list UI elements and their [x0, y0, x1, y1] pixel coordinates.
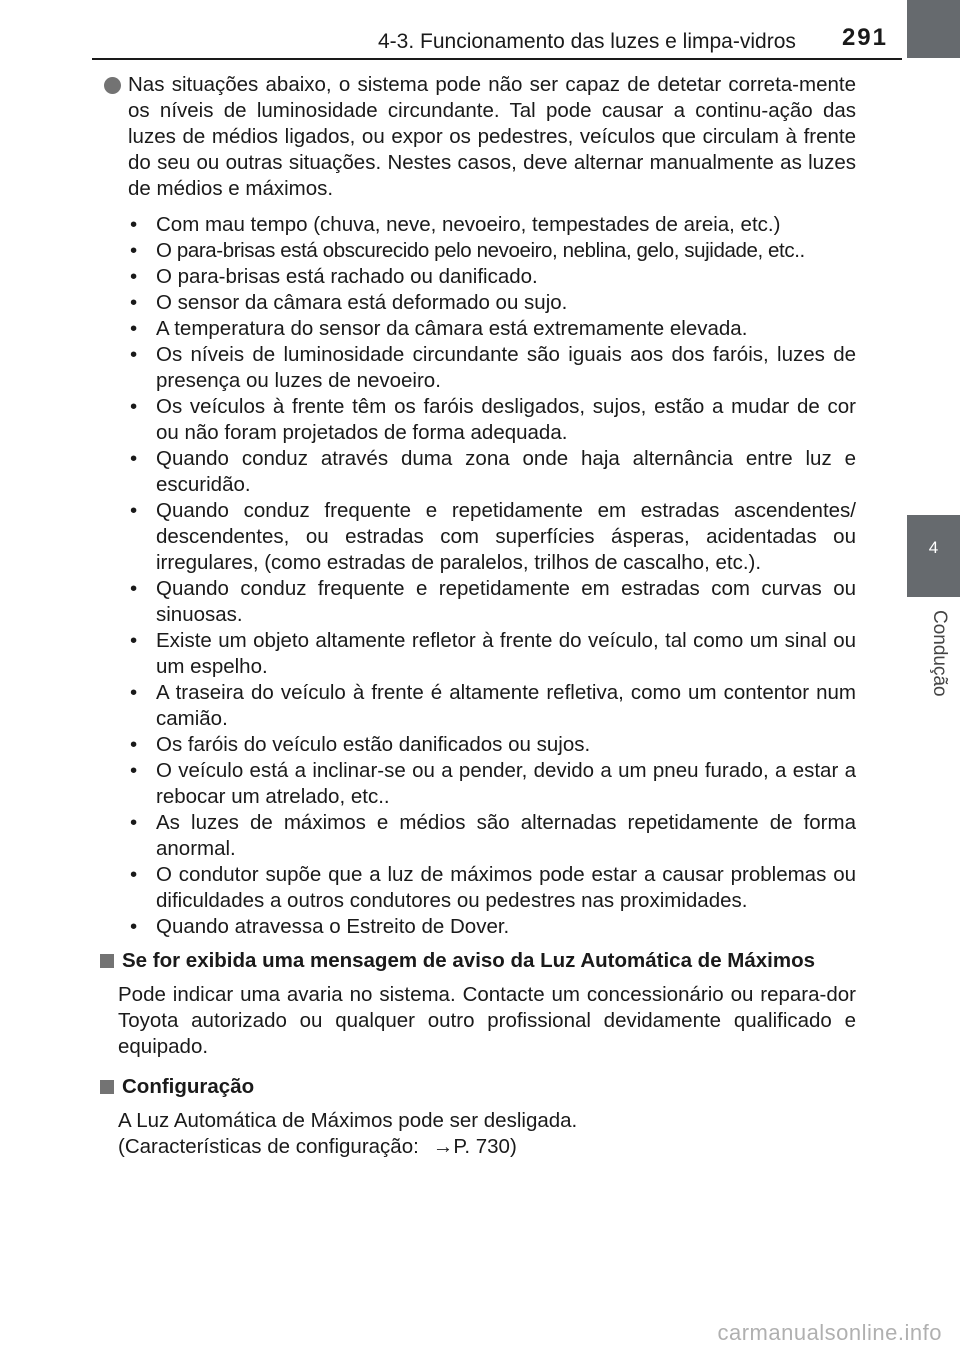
section-heading-text: Configuração — [122, 1075, 255, 1098]
header-rule — [92, 58, 902, 60]
section-heading — [94, 948, 856, 974]
bullet-dot-icon: • — [130, 317, 138, 340]
bullet-dot-icon: • — [130, 629, 138, 652]
bullet-dot-icon: • — [130, 759, 138, 782]
warning-message-section — [94, 948, 856, 1060]
list-item — [130, 758, 856, 810]
list-item-text: O veículo está a inclinar-se ou a pender, devido a um pneu furado, a estar a rebocar um atrelado, etc.. — [156, 759, 856, 808]
list-item — [130, 628, 856, 680]
list-item-text: A traseira do veículo à frente é altamente refletiva, como um contentor num camião. — [156, 681, 856, 730]
section-body: Pode indicar uma avaria no sistema. Contacte um concessionário ou repara-dor Toyota autorizado ou qualquer outro profissional devidamente qualificado e equipado. — [118, 983, 856, 1058]
bullet-dot-icon: • — [130, 681, 138, 704]
list-item-text: Com mau tempo (chuva, neve, nevoeiro, tempestades de areia, etc.) — [156, 213, 781, 236]
page-content — [94, 72, 856, 1160]
list-item-text: Os veículos à frente têm os faróis desligados, sujos, estão a mudar de cor ou não foram projetados de forma adequada. — [156, 395, 856, 444]
intro-paragraph — [94, 72, 856, 202]
list-item — [130, 914, 856, 940]
section-heading-text: Se for exibida uma mensagem de aviso da Luz Automática de Máximos — [122, 949, 816, 972]
list-item — [130, 212, 856, 238]
side-tab-top — [907, 0, 960, 58]
bullet-dot-icon: • — [130, 577, 138, 600]
list-item — [130, 446, 856, 498]
bullet-dot-icon: • — [130, 239, 138, 262]
condition-list — [94, 212, 856, 940]
bullet-dot-icon: • — [130, 915, 138, 938]
list-item — [130, 498, 856, 576]
bullet-dot-icon: • — [130, 213, 138, 236]
watermark: carmanualsonline.info — [717, 1320, 942, 1345]
section-body — [94, 1108, 856, 1160]
section-heading — [94, 1074, 856, 1100]
bullet-dot-icon: • — [130, 395, 138, 418]
list-item-text: O condutor supõe que a luz de máximos pode estar a causar problemas ou dificuldades a outros condutores ou pedestres nas proximidades. — [156, 863, 856, 912]
list-item — [130, 264, 856, 290]
list-item — [130, 810, 856, 862]
configuration-section — [94, 1074, 856, 1160]
list-item — [130, 576, 856, 628]
square-bullet-icon — [100, 1080, 114, 1094]
chapter-label: Condução — [929, 610, 950, 697]
list-item-text: Quando atravessa o Estreito de Dover. — [156, 915, 510, 938]
list-item-text: O sensor da câmara está deformado ou sujo. — [156, 291, 568, 314]
square-bullet-icon — [100, 954, 114, 968]
intro-text: Nas situações abaixo, o sistema pode não ser capaz de detetar correta-mente os níveis de luminosidade circundante. Tal pode causar a continu-ação das luzes de médios ligados, ou expor os pedestres, veículos que circulam à frente do seu ou outras situações. Nestes casos, deve alternar manualmente as luzes de médios e máximos. — [128, 73, 856, 200]
bullet-dot-icon: • — [130, 291, 138, 314]
bullet-dot-icon: • — [130, 811, 138, 834]
list-item — [130, 316, 856, 342]
header-section-title: 4-3. Funcionamento das luzes e limpa-vidros — [378, 30, 796, 53]
bullet-dot-icon: • — [130, 265, 138, 288]
bullet-dot-icon: • — [130, 343, 138, 366]
list-item — [130, 238, 856, 264]
bullet-dot-icon: • — [130, 733, 138, 756]
list-item-text: Quando conduz frequente e repetidamente em estradas com curvas ou sinuosas. — [156, 577, 856, 626]
chapter-number: 4 — [928, 538, 939, 557]
list-item-text: As luzes de máximos e médios são alternadas repetidamente de forma anormal. — [156, 811, 856, 860]
list-item — [130, 290, 856, 316]
list-item-text: A temperatura do sensor da câmara está extremamente elevada. — [156, 317, 748, 340]
bullet-dot-icon: • — [130, 499, 138, 522]
list-item — [130, 394, 856, 446]
list-item-text: Quando conduz frequente e repetidamente em estradas ascendentes/ descendentes, ou estradas com superfícies ásperas, acidentadas ou irregulares, (como estradas de paralelos, trilhos de cascalho, etc.). — [156, 499, 856, 574]
list-item — [130, 862, 856, 914]
list-item-text: Quando conduz através duma zona onde haja alternância entre luz e escuridão. — [156, 447, 856, 496]
list-item-text: O para-brisas está rachado ou danificado. — [156, 265, 538, 288]
list-item-text: Os níveis de luminosidade circundante são iguais aos dos faróis, luzes de presença ou luzes de nevoeiro. — [156, 343, 856, 392]
section-body-line: A Luz Automática de Máximos pode ser desligada. — [118, 1109, 578, 1132]
list-item-text: O para-brisas está obscurecido pelo nevoeiro, neblina, gelo, sujidade, etc.. — [156, 239, 805, 262]
section-body-line — [118, 1134, 856, 1160]
list-item — [130, 680, 856, 732]
page-reference-link[interactable]: →P. 730) — [432, 1135, 517, 1158]
bullet-dot-icon: • — [130, 447, 138, 470]
list-item — [130, 342, 856, 394]
bullet-dot-icon: • — [130, 863, 138, 886]
list-item — [130, 732, 856, 758]
circle-bullet-icon — [104, 77, 121, 94]
page-number: 291 — [841, 24, 888, 51]
config-reference-prefix: (Características de configuração: — [118, 1135, 419, 1158]
list-item-text: Os faróis do veículo estão danificados ou sujos. — [156, 733, 591, 756]
list-item-text: Existe um objeto altamente refletor à frente do veículo, tal como um sinal ou um espelho. — [156, 629, 856, 678]
